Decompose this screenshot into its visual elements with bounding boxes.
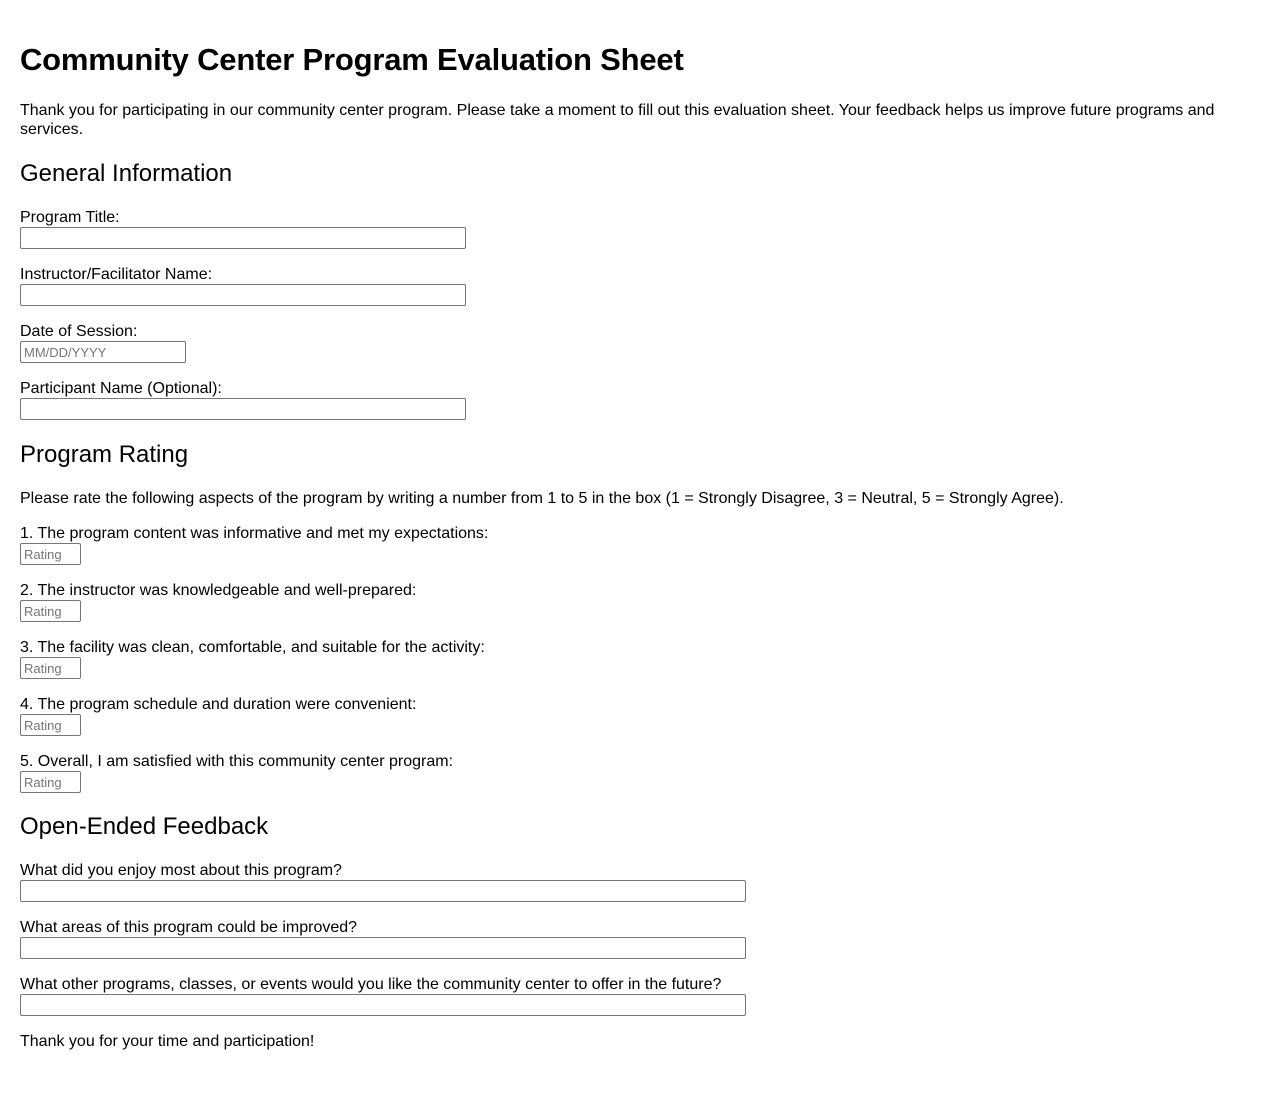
feedback-improve-label: What areas of this program could be improved? [20,919,358,936]
closing-text: Thank you for your time and participation! [20,1033,315,1050]
feedback-enjoy-input[interactable] [20,880,746,902]
rating-question-5-label: 5. Overall, I am satisfied with this community center program: [20,753,454,770]
feedback-improve-input[interactable] [20,937,746,959]
feedback-enjoy-label: What did you enjoy most about this program? [20,862,342,879]
participant-name-label: Participant Name (Optional): [20,380,222,397]
program-title-input[interactable] [20,227,466,249]
rating-question-4-label: 4. The program schedule and duration were convenient: [20,696,417,713]
rating-instructions: Please rate the following aspects of the program by writing a number from 1 to 5 in the box (1 = Strongly Disagree, 3 = Neutral, 5 = Strongly Agree). [20,490,1064,507]
rating-question-3-label: 3. The facility was clean, comfortable, and suitable for the activity: [20,639,485,656]
rating-question-2-input[interactable] [20,600,81,622]
rating-question-1-input[interactable] [20,543,81,565]
rating-question-5-input[interactable] [20,771,81,793]
instructor-name-label: Instructor/Facilitator Name: [20,266,213,283]
page-title: Community Center Program Evaluation Sheet [20,42,684,77]
program-title-label: Program Title: [20,209,120,226]
section-heading-feedback: Open-Ended Feedback [20,813,269,840]
session-date-input[interactable] [20,341,186,363]
session-date-label: Date of Session: [20,323,138,340]
rating-question-3-input[interactable] [20,657,81,679]
feedback-future-programs-input[interactable] [20,994,746,1016]
section-heading-rating: Program Rating [20,441,189,468]
intro-text: Thank you for participating in our community center program. Please take a moment to fill out this evaluation sheet. Your feedback helps us improve future programs and services. [20,102,1215,138]
section-heading-general: General Information [20,160,233,187]
participant-name-input[interactable] [20,398,466,420]
feedback-future-programs-label: What other programs, classes, or events would you like the community center to offer in the future? [20,976,722,993]
rating-question-4-input[interactable] [20,714,81,736]
instructor-name-input[interactable] [20,284,466,306]
rating-question-2-label: 2. The instructor was knowledgeable and well-prepared: [20,582,417,599]
rating-question-1-label: 1. The program content was informative and met my expectations: [20,525,489,542]
